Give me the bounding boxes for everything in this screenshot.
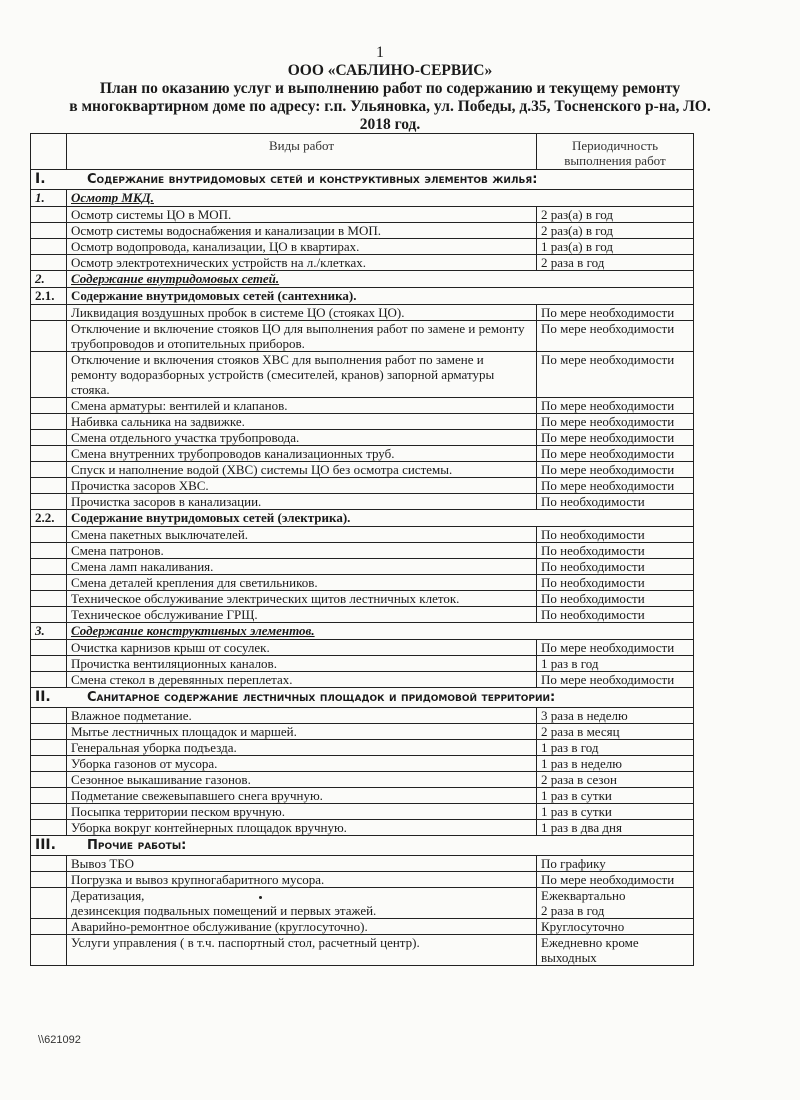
row-number-cell bbox=[31, 478, 67, 494]
row-number-cell bbox=[31, 672, 67, 688]
group-title: Содержание конструктивных элементов. bbox=[67, 623, 694, 640]
work-description: Сезонное выкашивание газонов. bbox=[67, 772, 537, 788]
row-number-cell bbox=[31, 856, 67, 872]
subgroup-row bbox=[31, 288, 694, 305]
section-row bbox=[31, 836, 694, 856]
work-description: Очистка карнизов крыш от сосулек. bbox=[67, 640, 537, 656]
work-description: Мытье лестничных площадок и маршей. bbox=[67, 724, 537, 740]
work-description: Спуск и наполнение водой (ХВС) системы ЦО без осмотра системы. bbox=[67, 462, 537, 478]
work-periodicity: По необходимости bbox=[537, 543, 694, 559]
row-number-cell bbox=[31, 494, 67, 510]
work-periodicity: По необходимости bbox=[537, 494, 694, 510]
work-periodicity: 1 раз в два дня bbox=[537, 820, 694, 836]
work-description: Осмотр электротехнических устройств на л./клетках. bbox=[67, 255, 537, 271]
group-title: Содержание внутридомовых сетей (электрика). bbox=[67, 510, 694, 527]
work-row bbox=[31, 559, 694, 575]
work-periodicity: 2 раз(а) в год bbox=[537, 223, 694, 239]
work-description: Отключение и включение стояков ЦО для выполнения работ по замене и ремонту трубопроводов и отопительных приборов. bbox=[67, 321, 537, 352]
work-row bbox=[31, 239, 694, 255]
work-row bbox=[31, 430, 694, 446]
row-number-cell bbox=[31, 527, 67, 543]
work-periodicity: По мере необходимости bbox=[537, 462, 694, 478]
scan-speck bbox=[259, 896, 262, 899]
work-description: Вывоз ТБО bbox=[67, 856, 537, 872]
section-number: III. bbox=[35, 837, 56, 853]
work-plan-table bbox=[30, 133, 694, 966]
work-row bbox=[31, 607, 694, 623]
work-description: Осмотр системы ЦО в МОП. bbox=[67, 207, 537, 223]
section-row bbox=[31, 688, 694, 708]
work-description: Смена внутренних трубопроводов канализационных труб. bbox=[67, 446, 537, 462]
work-description: Ликвидация воздушных пробок в системе ЦО (стояках ЦО). bbox=[67, 305, 537, 321]
work-row bbox=[31, 255, 694, 271]
work-description: Прочистка засоров в канализации. bbox=[67, 494, 537, 510]
work-row bbox=[31, 935, 694, 966]
work-description: Услуги управления ( в т.ч. паспортный стол, расчетный центр). bbox=[67, 935, 537, 966]
work-periodicity: 2 раза в год bbox=[537, 255, 694, 271]
group-title: Содержание внутридомовых сетей. bbox=[67, 271, 694, 288]
header-num-cell bbox=[31, 134, 67, 170]
work-description: Дератизация, дезинсекция подвальных помещений и первых этажей. bbox=[67, 888, 537, 919]
work-periodicity: 1 раз(а) в год bbox=[537, 239, 694, 255]
work-periodicity: По мере необходимости bbox=[537, 640, 694, 656]
row-number-cell bbox=[31, 446, 67, 462]
work-row bbox=[31, 352, 694, 398]
section-heading bbox=[31, 170, 694, 190]
row-number-cell bbox=[31, 352, 67, 398]
section-heading bbox=[31, 836, 694, 856]
work-periodicity: 2 раза в сезон bbox=[537, 772, 694, 788]
row-number-cell bbox=[31, 305, 67, 321]
work-row bbox=[31, 398, 694, 414]
group-row bbox=[31, 623, 694, 640]
row-number-cell bbox=[31, 804, 67, 820]
work-row bbox=[31, 756, 694, 772]
work-periodicity: 1 раз в год bbox=[537, 740, 694, 756]
work-row bbox=[31, 656, 694, 672]
row-number-cell bbox=[31, 740, 67, 756]
plan-year: 2018 год. bbox=[359, 116, 421, 133]
work-row bbox=[31, 207, 694, 223]
work-periodicity: По мере необходимости bbox=[537, 672, 694, 688]
row-number-cell bbox=[31, 708, 67, 724]
work-description: Генеральная уборка подъезда. bbox=[67, 740, 537, 756]
plan-title-line-1: План по оказанию услуг и выполнению работ по содержанию и текущему ремонту bbox=[99, 80, 681, 97]
section-title: Содержание внутридомовых сетей и конструктивных элементов жилья: bbox=[87, 172, 538, 187]
row-number-cell bbox=[31, 919, 67, 935]
work-row bbox=[31, 788, 694, 804]
work-periodicity: 3 раза в неделю bbox=[537, 708, 694, 724]
row-number-cell bbox=[31, 543, 67, 559]
work-row bbox=[31, 527, 694, 543]
work-description: Прочистка вентиляционных каналов. bbox=[67, 656, 537, 672]
work-row bbox=[31, 478, 694, 494]
work-row bbox=[31, 591, 694, 607]
work-row bbox=[31, 724, 694, 740]
work-row bbox=[31, 888, 694, 919]
row-number-cell bbox=[31, 888, 67, 919]
work-row bbox=[31, 919, 694, 935]
organization-name: ООО «САБЛИНО-СЕРВИС» bbox=[287, 62, 493, 79]
row-number-cell bbox=[31, 656, 67, 672]
work-periodicity: 1 раз в сутки bbox=[537, 788, 694, 804]
work-description: Набивка сальника на задвижке. bbox=[67, 414, 537, 430]
work-description: Техническое обслуживание электрических щитов лестничных клеток. bbox=[67, 591, 537, 607]
row-number-cell bbox=[31, 772, 67, 788]
group-number: 1. bbox=[31, 190, 67, 207]
work-row bbox=[31, 575, 694, 591]
work-periodicity: По мере необходимости bbox=[537, 321, 694, 352]
work-periodicity: По мере необходимости bbox=[537, 398, 694, 414]
row-number-cell bbox=[31, 321, 67, 352]
work-periodicity: По необходимости bbox=[537, 559, 694, 575]
work-row bbox=[31, 446, 694, 462]
work-description: Прочистка засоров ХВС. bbox=[67, 478, 537, 494]
work-periodicity: По графику bbox=[537, 856, 694, 872]
work-row bbox=[31, 772, 694, 788]
row-number-cell bbox=[31, 430, 67, 446]
work-description: Смена стекол в деревянных переплетах. bbox=[67, 672, 537, 688]
table-header-row bbox=[31, 134, 694, 170]
work-row bbox=[31, 494, 694, 510]
work-description: Смена арматуры: вентилей и клапанов. bbox=[67, 398, 537, 414]
work-periodicity: Ежедневно кроме выходных bbox=[537, 935, 694, 966]
work-periodicity: 2 раза в месяц bbox=[537, 724, 694, 740]
work-row bbox=[31, 856, 694, 872]
work-periodicity: По мере необходимости bbox=[537, 414, 694, 430]
work-description: Подметание свежевыпавшего снега вручную. bbox=[67, 788, 537, 804]
row-number-cell bbox=[31, 559, 67, 575]
row-number-cell bbox=[31, 462, 67, 478]
work-description: Аварийно-ремонтное обслуживание (круглосуточно). bbox=[67, 919, 537, 935]
row-number-cell bbox=[31, 756, 67, 772]
row-number-cell bbox=[31, 935, 67, 966]
row-number-cell bbox=[31, 640, 67, 656]
row-number-cell bbox=[31, 414, 67, 430]
work-periodicity: По мере необходимости bbox=[537, 446, 694, 462]
group-number: 3. bbox=[31, 623, 67, 640]
section-heading bbox=[31, 688, 694, 708]
row-number-cell bbox=[31, 788, 67, 804]
section-title: Прочие работы: bbox=[87, 838, 187, 853]
section-number: II. bbox=[35, 689, 51, 705]
work-description: Отключение и включения стояков ХВС для выполнения работ по замене и ремонту водоразборных устройств (смесителей, кранов) запорной арматуры стояка. bbox=[67, 352, 537, 398]
work-periodicity: 1 раз в сутки bbox=[537, 804, 694, 820]
work-description: Уборка вокруг контейнерных площадок вручную. bbox=[67, 820, 537, 836]
work-description: Смена деталей крепления для светильников. bbox=[67, 575, 537, 591]
group-number: 2. bbox=[31, 271, 67, 288]
group-row bbox=[31, 271, 694, 288]
work-description: Уборка газонов от мусора. bbox=[67, 756, 537, 772]
work-periodicity: По мере необходимости bbox=[537, 352, 694, 398]
row-number-cell bbox=[31, 820, 67, 836]
document-code: \\621092 bbox=[38, 1034, 81, 1046]
row-number-cell bbox=[31, 255, 67, 271]
row-number-cell bbox=[31, 239, 67, 255]
group-title: Осмотр МКД. bbox=[67, 190, 694, 207]
work-row bbox=[31, 804, 694, 820]
row-number-cell bbox=[31, 223, 67, 239]
work-row bbox=[31, 672, 694, 688]
work-row bbox=[31, 414, 694, 430]
work-description: Смена ламп накаливания. bbox=[67, 559, 537, 575]
plan-title-line-2: в многоквартирном доме по адресу: г.п. Ульяновка, ул. Победы, д.35, Тосненского р-на, ЛО. bbox=[69, 98, 711, 115]
work-row bbox=[31, 223, 694, 239]
work-periodicity: По мере необходимости bbox=[537, 872, 694, 888]
work-row bbox=[31, 640, 694, 656]
work-row bbox=[31, 740, 694, 756]
group-row bbox=[31, 190, 694, 207]
row-number-cell bbox=[31, 872, 67, 888]
work-description: Осмотр водопровода, канализации, ЦО в квартирах. bbox=[67, 239, 537, 255]
work-description: Смена пакетных выключателей. bbox=[67, 527, 537, 543]
section-row bbox=[31, 170, 694, 190]
work-periodicity: По необходимости bbox=[537, 591, 694, 607]
work-description: Посыпка территории песком вручную. bbox=[67, 804, 537, 820]
row-number-cell bbox=[31, 207, 67, 223]
work-description: Влажное подметание. bbox=[67, 708, 537, 724]
section-title: Санитарное содержание лестничных площадок и придомовой территории: bbox=[87, 690, 556, 705]
work-description: Техническое обслуживание ГРЩ. bbox=[67, 607, 537, 623]
work-row bbox=[31, 462, 694, 478]
page-number: 1 bbox=[376, 44, 384, 61]
work-periodicity: 1 раз в год bbox=[537, 656, 694, 672]
group-number: 2.1. bbox=[31, 288, 67, 305]
subgroup-row bbox=[31, 510, 694, 527]
row-number-cell bbox=[31, 575, 67, 591]
row-number-cell bbox=[31, 591, 67, 607]
work-periodicity: По необходимости bbox=[537, 575, 694, 591]
work-periodicity: По мере необходимости bbox=[537, 305, 694, 321]
work-row bbox=[31, 305, 694, 321]
work-periodicity: Круглосуточно bbox=[537, 919, 694, 935]
work-row bbox=[31, 321, 694, 352]
document-header bbox=[20, 62, 760, 134]
work-description: Смена отдельного участка трубопровода. bbox=[67, 430, 537, 446]
work-periodicity: По необходимости bbox=[537, 607, 694, 623]
work-periodicity: 2 раз(а) в год bbox=[537, 207, 694, 223]
header-period-cell: Периодичность выполнения работ bbox=[537, 134, 694, 170]
group-title: Содержание внутридомовых сетей (сантехника). bbox=[67, 288, 694, 305]
work-description: Смена патронов. bbox=[67, 543, 537, 559]
work-periodicity: По необходимости bbox=[537, 527, 694, 543]
row-number-cell bbox=[31, 724, 67, 740]
work-row bbox=[31, 820, 694, 836]
work-periodicity: 1 раз в неделю bbox=[537, 756, 694, 772]
header-works-cell: Виды работ bbox=[67, 134, 537, 170]
group-number: 2.2. bbox=[31, 510, 67, 527]
work-row bbox=[31, 543, 694, 559]
work-row bbox=[31, 708, 694, 724]
row-number-cell bbox=[31, 398, 67, 414]
work-row bbox=[31, 872, 694, 888]
row-number-cell bbox=[31, 607, 67, 623]
work-description: Погрузка и вывоз крупногабаритного мусора. bbox=[67, 872, 537, 888]
work-description: Осмотр системы водоснабжения и канализации в МОП. bbox=[67, 223, 537, 239]
work-periodicity: Ежеквартально 2 раза в год bbox=[537, 888, 694, 919]
work-periodicity: По мере необходимости bbox=[537, 430, 694, 446]
section-number: I. bbox=[35, 171, 46, 187]
work-periodicity: По мере необходимости bbox=[537, 478, 694, 494]
